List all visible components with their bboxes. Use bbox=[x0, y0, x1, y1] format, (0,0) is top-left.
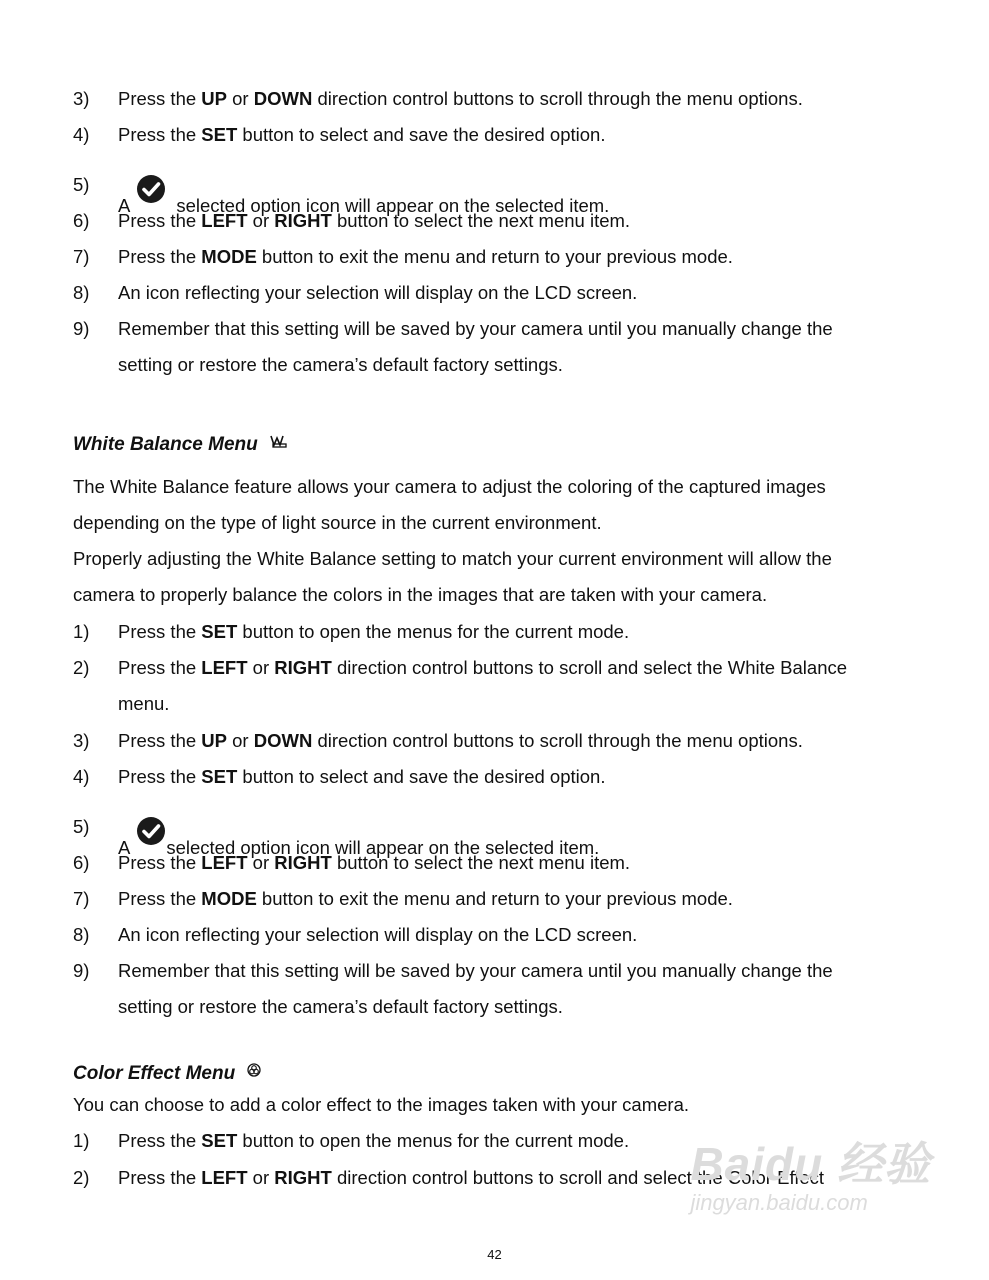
paragraph: camera to properly balance the colors in the images that are taken with your camera. bbox=[73, 584, 768, 605]
paragraph: You can choose to add a color effect to the images taken with your camera. bbox=[73, 1094, 690, 1115]
section-heading-white-balance: White Balance Menu bbox=[73, 433, 288, 457]
item-number: 3) bbox=[73, 88, 90, 109]
section-heading-color-effect: Color Effect Menu bbox=[73, 1062, 261, 1086]
page-number: 42 bbox=[487, 1247, 502, 1262]
color-effect-icon bbox=[247, 1063, 261, 1077]
paragraph: Properly adjusting the White Balance setting to match your current environment will allow the bbox=[73, 548, 832, 569]
paragraph: The White Balance feature allows your camera to adjust the coloring of the captured images bbox=[73, 476, 826, 497]
paragraph: depending on the type of light source in the current environment. bbox=[73, 512, 602, 533]
white-balance-icon bbox=[270, 433, 288, 449]
checkmark-circle-icon bbox=[136, 816, 166, 846]
watermark: Baidu 经验 jingyan.baidu.com bbox=[690, 1138, 931, 1215]
checkmark-circle-icon bbox=[136, 174, 166, 204]
